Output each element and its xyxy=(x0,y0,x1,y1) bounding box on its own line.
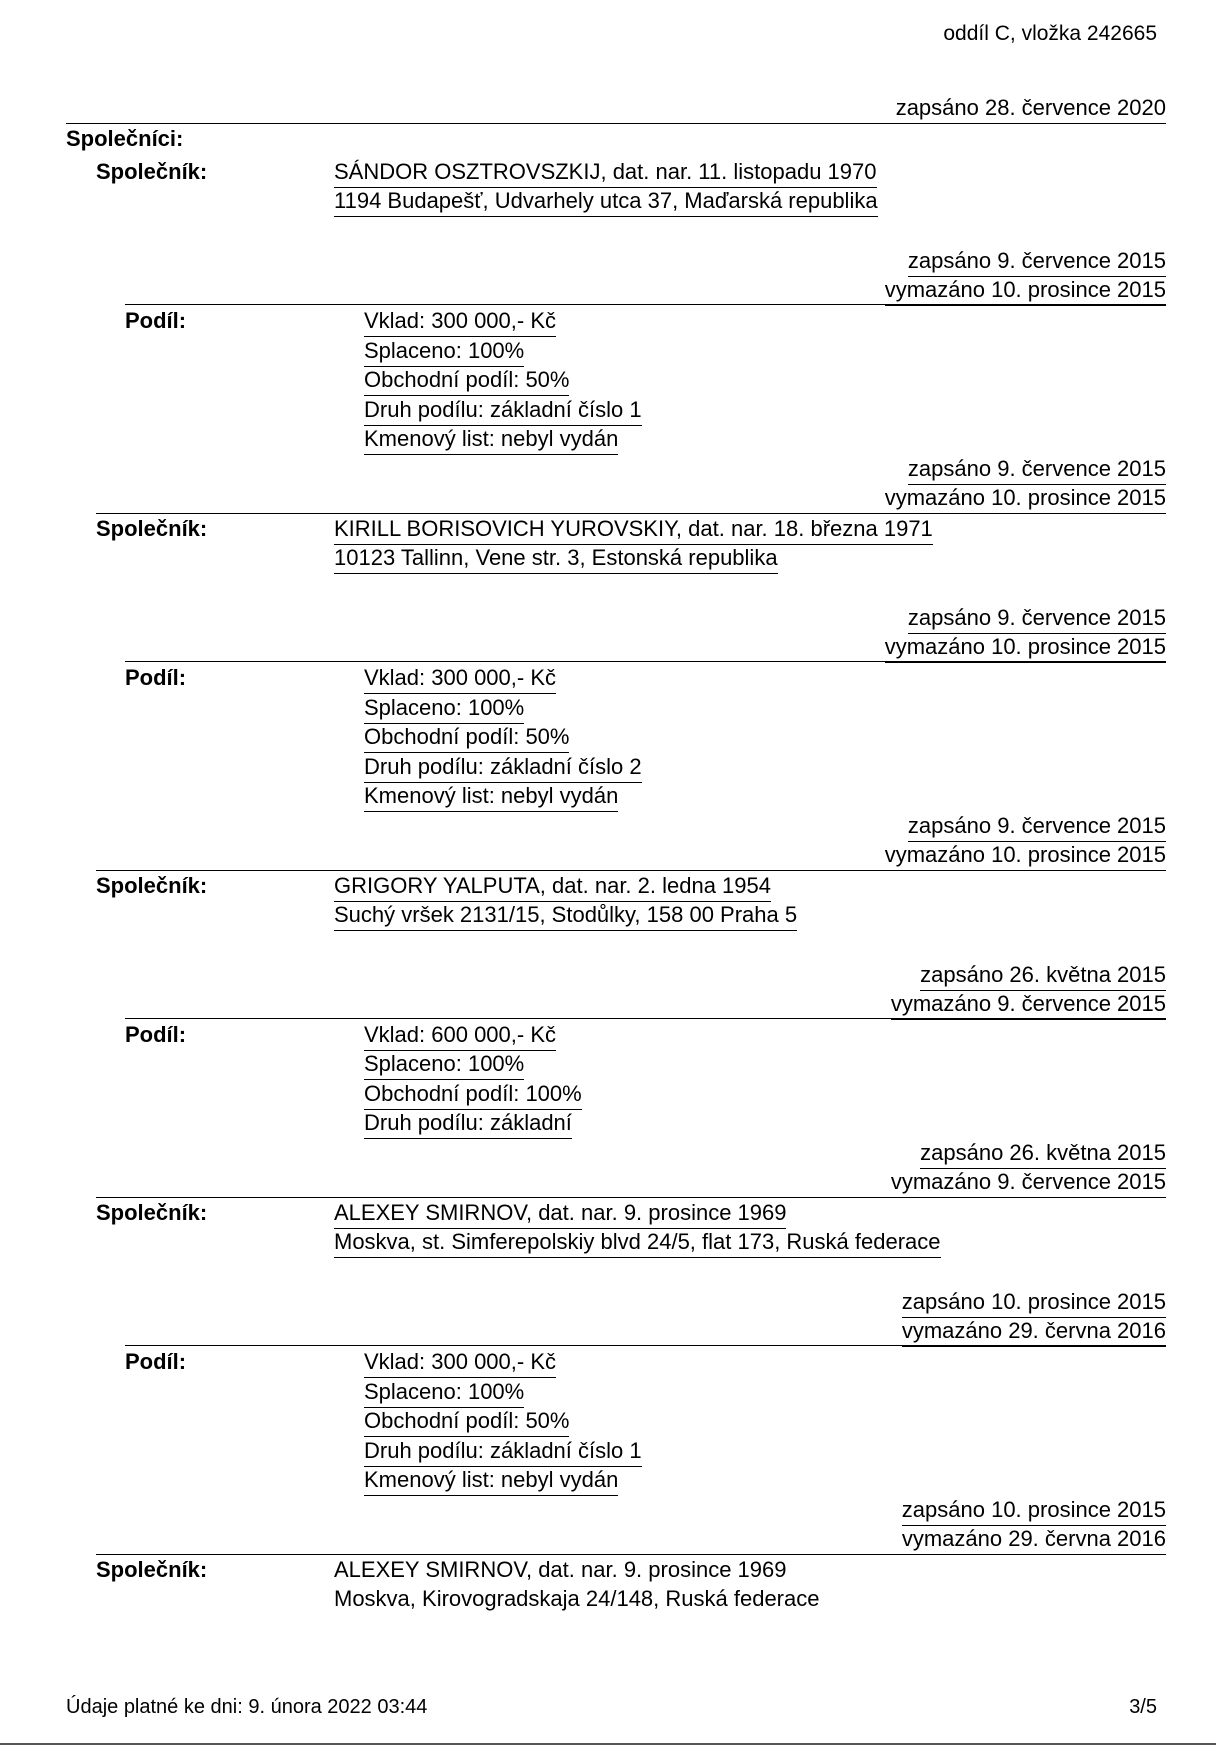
share-label: Podíl: xyxy=(125,308,187,333)
entry-divider xyxy=(96,513,1166,514)
valid-as-of: Údaje platné ke dni: 9. února 2022 03:44 xyxy=(66,1696,428,1718)
partner-address: 1194 Budapešť, Udvarhely utca 37, Maďarská republika xyxy=(334,187,878,217)
partner-label: Společník: xyxy=(96,1557,208,1582)
share-line: Vklad: 600 000,- Kč xyxy=(364,1021,556,1051)
entry-divider xyxy=(125,1018,1166,1019)
partner-address: Moskva, st. Simferepolskiy blvd 24/5, flat 173, Ruská federace xyxy=(334,1228,941,1258)
page-bottom-edge xyxy=(0,1743,1216,1745)
share-line: Druh podílu: základní číslo 1 xyxy=(364,1437,642,1467)
share-line: Druh podílu: základní číslo 2 xyxy=(364,753,642,783)
share-line: Vklad: 300 000,- Kč xyxy=(364,664,556,694)
share-line: Kmenový list: nebyl vydán xyxy=(364,425,618,455)
recorded-date: zapsáno 10. prosince 2015 xyxy=(902,1496,1166,1526)
entry-divider xyxy=(125,304,1166,305)
share-label: Podíl: xyxy=(125,665,187,690)
recorded-date: zapsáno 9. července 2015 xyxy=(908,247,1166,277)
share-label: Podíl: xyxy=(125,1022,187,1047)
share-line: Obchodní podíl: 50% xyxy=(364,723,569,753)
entry-divider xyxy=(125,1345,1166,1346)
entry-divider xyxy=(125,661,1166,662)
recorded-date: zapsáno 9. července 2015 xyxy=(908,604,1166,634)
share-line: Kmenový list: nebyl vydán xyxy=(364,1466,618,1496)
share-line: Druh podílu: základní číslo 1 xyxy=(364,396,642,426)
section-recorded-date: zapsáno 28. července 2020 xyxy=(896,94,1166,124)
share-line: Splaceno: 100% xyxy=(364,694,524,724)
share-line: Kmenový list: nebyl vydán xyxy=(364,782,618,812)
recorded-date: zapsáno 9. července 2015 xyxy=(908,455,1166,485)
partner-label: Společník: xyxy=(96,159,208,184)
deleted-date: vymazáno 10. prosince 2015 xyxy=(885,841,1166,871)
deleted-date: vymazáno 29. června 2016 xyxy=(902,1317,1166,1347)
file-reference: oddíl C, vložka 242665 xyxy=(943,22,1157,45)
share-line: Druh podílu: základní xyxy=(364,1109,572,1139)
deleted-date: vymazáno 10. prosince 2015 xyxy=(885,484,1166,514)
section-divider xyxy=(66,123,1166,124)
recorded-date: zapsáno 10. prosince 2015 xyxy=(902,1288,1166,1318)
entry-divider xyxy=(96,870,1166,871)
share-line: Vklad: 300 000,- Kč xyxy=(364,1348,556,1378)
partner-name: ALEXEY SMIRNOV, dat. nar. 9. prosince 1969 xyxy=(334,1199,786,1229)
deleted-date: vymazáno 10. prosince 2015 xyxy=(885,276,1166,306)
deleted-date: vymazáno 9. července 2015 xyxy=(891,1168,1166,1198)
partner-label: Společník: xyxy=(96,1200,208,1225)
partner-address: Moskva, Kirovogradskaja 24/148, Ruská federace xyxy=(334,1586,820,1611)
entry-divider xyxy=(96,1197,1166,1198)
recorded-date: zapsáno 26. května 2015 xyxy=(920,961,1166,991)
share-line: Splaceno: 100% xyxy=(364,1050,524,1080)
share-label: Podíl: xyxy=(125,1349,187,1374)
deleted-date: vymazáno 29. června 2016 xyxy=(902,1525,1166,1555)
partner-address: Suchý vršek 2131/15, Stodůlky, 158 00 Praha 5 xyxy=(334,901,797,931)
recorded-date: zapsáno 26. května 2015 xyxy=(920,1139,1166,1169)
deleted-date: vymazáno 9. července 2015 xyxy=(891,990,1166,1020)
partner-name: SÁNDOR OSZTROVSZKIJ, dat. nar. 11. listopadu 1970 xyxy=(334,158,877,188)
partner-address: 10123 Tallinn, Vene str. 3, Estonská republika xyxy=(334,544,778,574)
recorded-date: zapsáno 9. července 2015 xyxy=(908,812,1166,842)
partner-name: ALEXEY SMIRNOV, dat. nar. 9. prosince 1969 xyxy=(334,1557,787,1582)
share-line: Obchodní podíl: 50% xyxy=(364,366,569,396)
share-line: Vklad: 300 000,- Kč xyxy=(364,307,556,337)
partner-label: Společník: xyxy=(96,516,208,541)
section-title: Společníci: xyxy=(66,126,184,151)
page-number: 3/5 xyxy=(1129,1696,1157,1718)
share-line: Splaceno: 100% xyxy=(364,337,524,367)
share-line: Splaceno: 100% xyxy=(364,1378,524,1408)
share-line: Obchodní podíl: 50% xyxy=(364,1407,569,1437)
entry-divider xyxy=(96,1554,1166,1555)
partner-name: KIRILL BORISOVICH YUROVSKIY, dat. nar. 18. března 1971 xyxy=(334,515,933,545)
share-line: Obchodní podíl: 100% xyxy=(364,1080,582,1110)
partner-name: GRIGORY YALPUTA, dat. nar. 2. ledna 1954 xyxy=(334,872,771,902)
deleted-date: vymazáno 10. prosince 2015 xyxy=(885,633,1166,663)
partner-label: Společník: xyxy=(96,873,208,898)
